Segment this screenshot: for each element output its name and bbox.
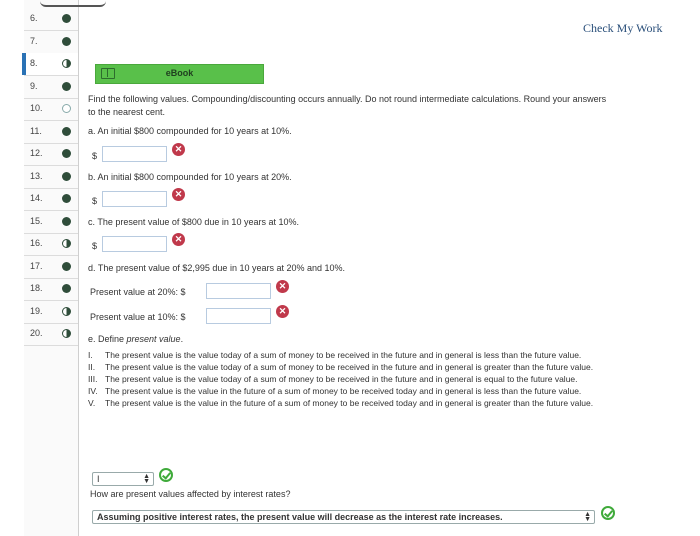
question-number: 8. xyxy=(30,58,38,68)
instructions-line-2: to the nearest cent. xyxy=(88,107,166,117)
question-number: 11. xyxy=(30,125,42,136)
interest-rate-select[interactable] xyxy=(92,510,595,524)
error-icon: ✕ xyxy=(276,280,289,293)
status-icon xyxy=(62,329,71,338)
dollar-sign: $ xyxy=(92,241,98,251)
question-nav-item[interactable] xyxy=(24,188,78,211)
question-nav-item[interactable] xyxy=(24,98,78,121)
definition-option xyxy=(88,374,673,385)
question-number: 7. xyxy=(30,35,38,46)
status-icon xyxy=(62,127,71,136)
part-d-label: d. The present value of $2,995 due in 10 years at 20% and 10%. xyxy=(88,263,346,273)
status-icon xyxy=(62,82,71,91)
option-numeral: II. xyxy=(88,362,96,372)
select-arrows-icon: ▲ ▼ xyxy=(143,473,150,485)
select-arrows-icon: ▲ ▼ xyxy=(584,511,591,523)
status-icon xyxy=(62,217,71,226)
check-my-work-link[interactable]: Check My Work xyxy=(583,21,663,35)
question-number: 20. xyxy=(30,328,43,338)
status-icon xyxy=(62,307,71,316)
option-numeral: I. xyxy=(88,350,93,360)
error-icon: ✕ xyxy=(172,233,185,246)
question-nav-item[interactable] xyxy=(24,53,78,76)
status-icon xyxy=(62,172,71,181)
part-c-input[interactable] xyxy=(102,236,167,252)
pv10-input[interactable] xyxy=(206,308,271,324)
error-icon: ✕ xyxy=(172,188,185,201)
part-e-select[interactable] xyxy=(92,472,154,486)
part-a-input[interactable] xyxy=(102,146,167,162)
status-icon xyxy=(62,194,71,203)
correct-check-icon xyxy=(159,468,173,482)
status-icon xyxy=(62,14,71,23)
question-number: 15. xyxy=(30,215,43,226)
status-icon xyxy=(62,149,71,158)
question-number: 17. xyxy=(30,260,43,271)
question-nav-item[interactable] xyxy=(24,8,78,31)
status-icon xyxy=(62,262,71,271)
pv20-input[interactable] xyxy=(206,283,271,299)
ebook-button[interactable] xyxy=(95,64,264,84)
question-sidebar xyxy=(24,0,79,536)
part-b-label: b. An initial $800 compounded for 10 years at 20%. xyxy=(88,172,292,182)
question-nav-item[interactable] xyxy=(24,121,78,144)
part-e-label xyxy=(88,334,183,345)
option-numeral: V. xyxy=(88,398,96,408)
active-indicator xyxy=(22,53,26,75)
definition-option xyxy=(88,398,673,409)
question-nav-item[interactable] xyxy=(24,211,78,234)
option-numeral: III. xyxy=(88,374,98,384)
part-e-label-prefix: e. Define xyxy=(88,334,127,344)
status-icon xyxy=(62,104,71,113)
question-number: 19. xyxy=(30,305,43,316)
status-icon xyxy=(62,59,71,68)
dollar-sign: $ xyxy=(92,151,98,161)
status-icon xyxy=(62,239,71,248)
status-icon xyxy=(62,284,71,293)
option-text: The present value is the value in the future of a sum of money to be received today and in general is greater than the future value. xyxy=(105,398,594,408)
question-number: 16. xyxy=(30,238,43,248)
question-number: 14. xyxy=(30,193,43,203)
error-icon: ✕ xyxy=(276,305,289,318)
option-numeral: IV. xyxy=(88,386,98,396)
question-nav-item[interactable] xyxy=(24,76,78,99)
part-e-selected-value: I xyxy=(97,474,100,484)
pv10-label: Present value at 10%: $ xyxy=(90,312,186,322)
definition-option xyxy=(88,362,673,373)
pv20-label: Present value at 20%: $ xyxy=(90,287,186,297)
question-nav-item[interactable] xyxy=(24,323,78,346)
question-number: 6. xyxy=(30,13,38,23)
question-nav-item[interactable] xyxy=(24,256,78,279)
question-number: 9. xyxy=(30,80,38,91)
error-icon: ✕ xyxy=(172,143,185,156)
part-c-label: c. The present value of $800 due in 10 years at 10%. xyxy=(88,217,299,227)
option-text: The present value is the value today of a sum of money to be received in the future and in general is greater than the future value. xyxy=(105,362,594,372)
instructions-line-1: Find the following values. Compounding/discounting occurs annually. Do not round intermediate calculations. Round your answers xyxy=(88,94,607,104)
question-number: 12. xyxy=(30,148,43,158)
sidebar-header-fragment xyxy=(40,0,106,7)
part-a-label: a. An initial $800 compounded for 10 years at 10%. xyxy=(88,126,292,136)
part-e-label-suffix: . xyxy=(180,334,184,344)
dollar-sign: $ xyxy=(92,196,98,206)
definition-options xyxy=(88,350,673,410)
correct-check-icon xyxy=(601,506,615,520)
question-nav-item[interactable] xyxy=(24,278,78,301)
question-number: 18. xyxy=(30,283,43,293)
option-text: The present value is the value today of a sum of money to be received in the future and in general is equal to the future value. xyxy=(105,374,578,384)
part-e-label-term: present value xyxy=(126,334,181,344)
ebook-label: eBook xyxy=(165,68,194,78)
definition-option xyxy=(88,350,673,361)
question-number: 13. xyxy=(30,170,43,181)
option-text: The present value is the value today of a sum of money to be received in the future and in general is less than the future value. xyxy=(105,350,582,360)
part-b-input[interactable] xyxy=(102,191,167,207)
question-nav-item[interactable] xyxy=(24,301,78,324)
status-icon xyxy=(62,37,71,46)
interest-rate-question: How are present values affected by interest rates? xyxy=(90,489,291,499)
interest-rate-selected-value: Assuming positive interest rates, the present value will decrease as the interest rate increases. xyxy=(97,512,503,522)
option-text: The present value is the value in the future of a sum of money to be received today and in general is less than the future value. xyxy=(105,386,582,396)
definition-option xyxy=(88,386,673,397)
question-number: 10. xyxy=(30,103,43,113)
question-nav-item[interactable] xyxy=(24,31,78,54)
question-nav-item[interactable] xyxy=(24,143,78,166)
question-nav-item[interactable] xyxy=(24,166,78,189)
question-nav-item[interactable] xyxy=(24,233,78,256)
